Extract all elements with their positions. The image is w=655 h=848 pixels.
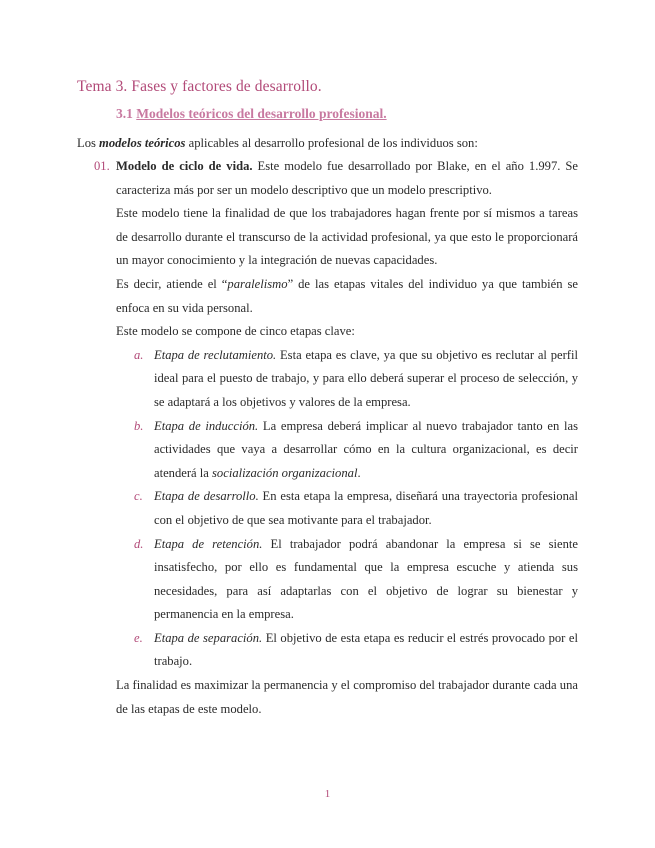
- intro-paragraph: [77, 132, 582, 156]
- item-1-paragraph-3: [116, 273, 578, 320]
- stage-name: Etapa de separación.: [154, 630, 263, 645]
- item-1-paragraph-4: Este modelo se compone de cinco etapas clave:: [116, 324, 355, 339]
- model-item-1: [94, 155, 579, 721]
- stage-letter: c.: [134, 489, 143, 504]
- stage-item-d: [116, 533, 578, 627]
- stage-text: Esta etapa es clave, ya que su objetivo es reclutar al perfil ideal para el puesto de trabajo, y para ello deberá superar el proceso de selección, y se adaptará a los objetivos y valores de la empresa.: [154, 347, 578, 409]
- stage-name: Etapa de desarrollo.: [154, 489, 259, 504]
- stage-text: El trabajador podrá abandonar la empresa si se siente insatisfecho, por ello es fundamental que la empresa escuche y atienda sus necesidades, para así adaptarlas con el objetivo de lograr su bienestar y permanencia en la empresa.: [154, 536, 578, 622]
- stage-letter: e.: [134, 630, 143, 645]
- stage-letter: a.: [134, 347, 144, 362]
- stage-name: Etapa de inducción.: [154, 418, 259, 433]
- stage-letter: b.: [134, 418, 144, 433]
- stage-item-c: [116, 485, 578, 532]
- item-1-paragraph-2: Este modelo tiene la finalidad de que los trabajadores hagan frente por sí mismos a tareas de desarrollo durante el transcurso de la actividad profesional, ya que esto le proporcionará un mayor conocimiento y la integración de nuevas capacidades.: [116, 206, 578, 268]
- section-number: 3.1: [116, 106, 133, 121]
- intro-before: Los: [77, 136, 100, 150]
- stage-end: .: [357, 465, 361, 480]
- stage-item-a: [116, 344, 578, 415]
- stage-letter: d.: [134, 536, 144, 551]
- stage-item-e: [116, 627, 578, 674]
- stage-text: El objetivo de esta etapa es reducir el estrés provocado por el trabajo.: [154, 630, 578, 669]
- item-number: 01.: [94, 159, 110, 173]
- item-text: Este modelo fue desarrollado por Blake, en el año 1.997. Se caracteriza más por ser un modelo descriptivo que un modelo prescriptivo.: [116, 159, 578, 197]
- p3-emphasis: paralelismo: [227, 276, 288, 291]
- stage-name: Etapa de reclutamiento.: [154, 347, 277, 362]
- stage-text: La empresa deberá implicar al nuevo trabajador tanto en las actividades que vaya a desarrollar cómo en la cultura organizacional, es decir atenderá la: [154, 418, 579, 480]
- stage-name: Etapa de retención.: [154, 536, 263, 551]
- stages-list: [116, 344, 578, 674]
- stage-text: En esta etapa la empresa, diseñará una trayectoria profesional con el objetivo de que sea motivante para el trabajador.: [154, 489, 578, 527]
- page-number: 1: [324, 788, 331, 800]
- intro-after: aplicables al desarrollo profesional de los individuos son:: [185, 136, 478, 150]
- item-label: Modelo de ciclo de vida.: [116, 159, 253, 173]
- stage-item-b: [116, 415, 578, 486]
- section-heading: [116, 106, 387, 122]
- item-1-paragraph-1: [94, 155, 578, 202]
- intro-emphasis: modelos teóricos: [99, 136, 186, 150]
- chapter-title: Tema 3. Fases y factores de desarrollo.: [77, 78, 322, 95]
- stage-emphasis: socialización organizacional: [212, 465, 358, 480]
- p3-after: ” de las etapas vitales del individuo ya que también se enfoca en su vida personal.: [116, 276, 578, 315]
- p3-before: Es decir, atiende el “: [116, 276, 228, 291]
- section-title-link[interactable]: Modelos teóricos del desarrollo profesional.: [136, 106, 387, 121]
- conclusion-paragraph: La finalidad es maximizar la permanencia y el compromiso del trabajador durante cada una de las etapas de este modelo.: [116, 678, 578, 716]
